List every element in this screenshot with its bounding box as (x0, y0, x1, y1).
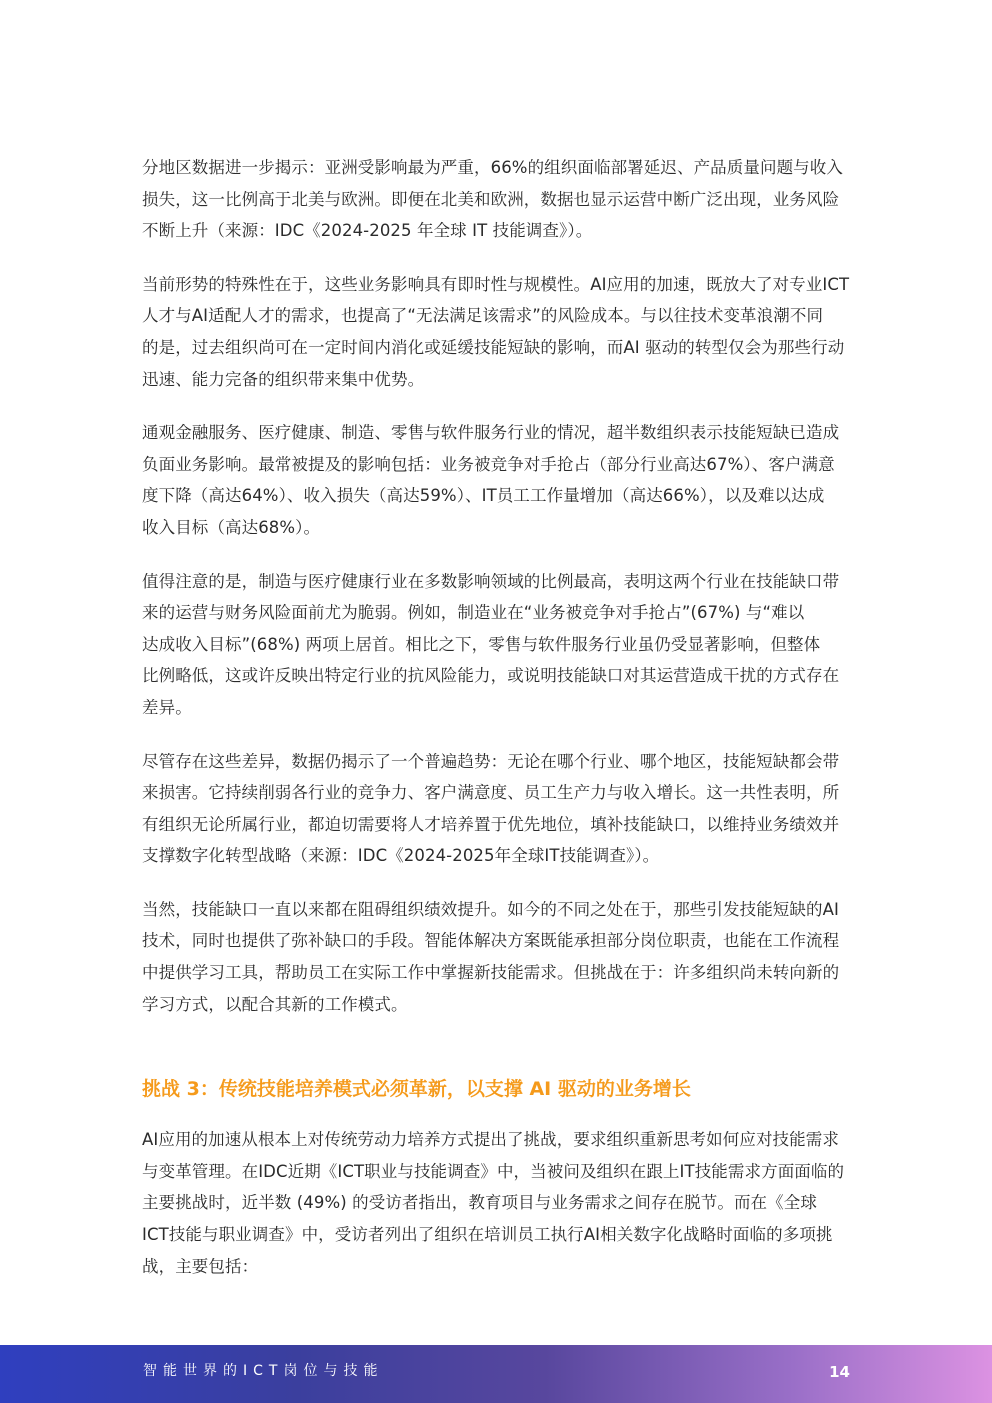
page-number: 14 (829, 1363, 850, 1381)
page-footer (0, 1345, 992, 1403)
body-paragraph-4: 值得注意的是，制造与医疗健康行业在多数影响领域的比例最高，表明这两个行业在技能缺口带 来的运营与财务风险面前尤为脆弱。例如，制造业在“业务被竞争对手抢占”(67%) 与“难以 达成收入目标”(68%) 两项上居首。相比之下，零售与软件服务行业虽仍受显著影响，但整体 比例略低，这或许反映出特定行业的抗风险能力，或说明技能缺口对其运营造成干扰的方式存在 差异。 (142, 571, 840, 717)
page-content (142, 152, 852, 1304)
section-heading-challenge-3: 挑战 3：传统技能培养模式必须革新，以支撑 AI 驱动的业务增长 (142, 1078, 691, 1101)
footer-title: 智能世界的ICT岗位与技能 (143, 1363, 384, 1379)
body-paragraph-1: 分地区数据进一步揭示：亚洲受影响最为严重，66%的组织面临部署延迟、产品质量问题与收入 损失，这一比例高于北美与欧洲。即便在北美和欧洲，数据也显示运营中断广泛出现，业务风险 不断上升（来源：IDC《2024-2025 年全球 IT 技能调查》）。 (142, 158, 843, 241)
body-paragraph-3: 通观金融服务、医疗健康、制造、零售与软件服务行业的情况，超半数组织表示技能短缺已造成 负面业务影响。最常被提及的影响包括：业务被竞争对手抢占（部分行业高达67%）、客户满意 度下降（高达64%）、收入损失（高达59%）、IT员工工作量增加（高达66%），以及难以达成 收入目标（高达68%）。 (142, 423, 840, 537)
body-paragraph-2: 当前形势的特殊性在于，这些业务影响具有即时性与规模性。AI应用的加速，既放大了对专业ICT 人才与AI适配人才的需求，也提高了“无法满足该需求”的风险成本。与以往技术变革浪潮不同 的是，过去组织尚可在一定时间内消化或延缓技能短缺的影响，而AI 驱动的转型仅会为那些行动 迅速、能力完备的组织带来集中优势。 (142, 274, 850, 389)
section-paragraph: AI应用的加速从根本上对传统劳动力培养方式提出了挑战，要求组织重新思考如何应对技能需求 与变革管理。在IDC近期《ICT职业与技能调查》中，当被问及组织在跟上IT技能需求方面面临的 主要挑战时，近半数 (49%) 的受访者指出，教育项目与业务需求之间存在脱节。而在《全球 ICT技能与职业调查》中，受访者列出了组织在培训员工执行AI相关数字化战略时面临的多项挑 战，主要包括： (142, 1130, 845, 1276)
body-paragraph-5: 尽管存在这些差异，数据仍揭示了一个普遍趋势：无论在哪个行业、哪个地区，技能短缺都会带 来损害。它持续削弱各行业的竞争力、客户满意度、员工生产力与收入增长。这一共性表明，所 有组织无论所属行业，都迫切需要将人才培养置于优先地位，填补技能缺口，以维持业务绩效并 支撑数字化转型战略（来源：IDC《2024-2025年全球IT技能调查》）。 (142, 751, 840, 866)
body-paragraph-6: 当然，技能缺口一直以来都在阻碍组织绩效提升。如今的不同之处在于，那些引发技能短缺的AI 技术，同时也提供了弥补缺口的手段。智能体解决方案既能承担部分岗位职责，也能在工作流程 中提供学习工具，帮助员工在实际工作中掌握新技能需求。但挑战在于：许多组织尚未转向新的 学习方式，以配合其新的工作模式。 (142, 899, 840, 1014)
